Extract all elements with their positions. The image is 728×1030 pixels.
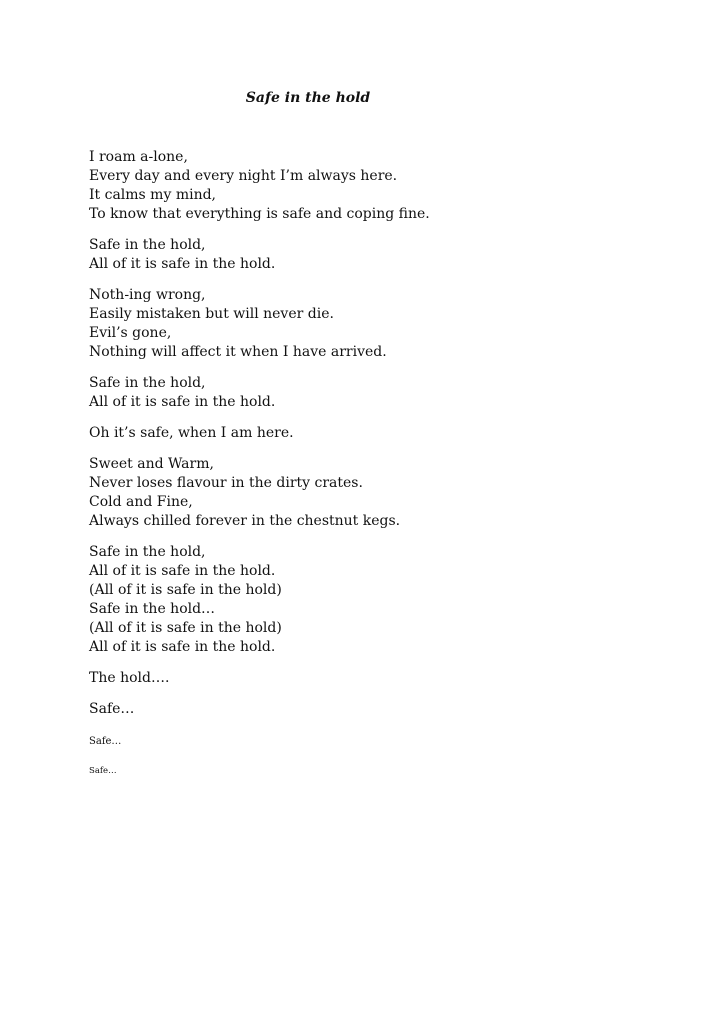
stanza-11 [89, 765, 649, 777]
poem-line: Safe… [89, 701, 135, 717]
stanza-6 [89, 455, 649, 531]
stanza-8 [89, 669, 649, 688]
poem-line: Safe in the hold… [89, 601, 216, 617]
stanza-2 [89, 236, 649, 274]
poem-line: The hold…. [89, 670, 170, 686]
poem-line: Safe… [89, 766, 117, 776]
poem-line: All of it is safe in the hold. [89, 256, 276, 272]
poem-line: (All of it is safe in the hold) [89, 620, 282, 636]
poem-line: Easily mistaken but will never die. [89, 306, 334, 322]
poem-line: All of it is safe in the hold. [89, 563, 276, 579]
stanza-4 [89, 374, 649, 412]
poem-line: Never loses flavour in the dirty crates. [89, 475, 363, 491]
poem-line: Safe in the hold, [89, 544, 206, 560]
stanza-10 [89, 735, 649, 749]
poem-line: I roam a-lone, [89, 149, 188, 165]
poem-line: Safe in the hold, [89, 375, 206, 391]
poem-line: Evil’s gone, [89, 325, 172, 341]
poem-line: To know that everything is safe and coping fine. [89, 206, 430, 222]
poem-line: Cold and Fine, [89, 494, 193, 510]
poem-line: Sweet and Warm, [89, 456, 214, 472]
poem-line: It calms my mind, [89, 187, 216, 203]
poem-line: All of it is safe in the hold. [89, 394, 276, 410]
poem-line: Oh it’s safe, when I am here. [89, 425, 294, 441]
poem-line: All of it is safe in the hold. [89, 639, 276, 655]
poem-title: Safe in the hold [245, 90, 371, 106]
stanza-9 [89, 700, 649, 719]
stanza-1 [89, 148, 649, 224]
poem-line: Every day and every night I’m always here. [89, 168, 398, 184]
poem-line: (All of it is safe in the hold) [89, 582, 282, 598]
poem-body [89, 148, 649, 789]
poem-line: Noth-ing wrong, [89, 287, 206, 303]
poem-line: Safe… [89, 736, 122, 747]
poem-line: Nothing will affect it when I have arrived. [89, 344, 387, 360]
stanza-5 [89, 424, 649, 443]
poem-line: Safe in the hold, [89, 237, 206, 253]
stanza-7 [89, 543, 649, 657]
poem-line: Always chilled forever in the chestnut kegs. [89, 513, 401, 529]
stanza-3 [89, 286, 649, 362]
